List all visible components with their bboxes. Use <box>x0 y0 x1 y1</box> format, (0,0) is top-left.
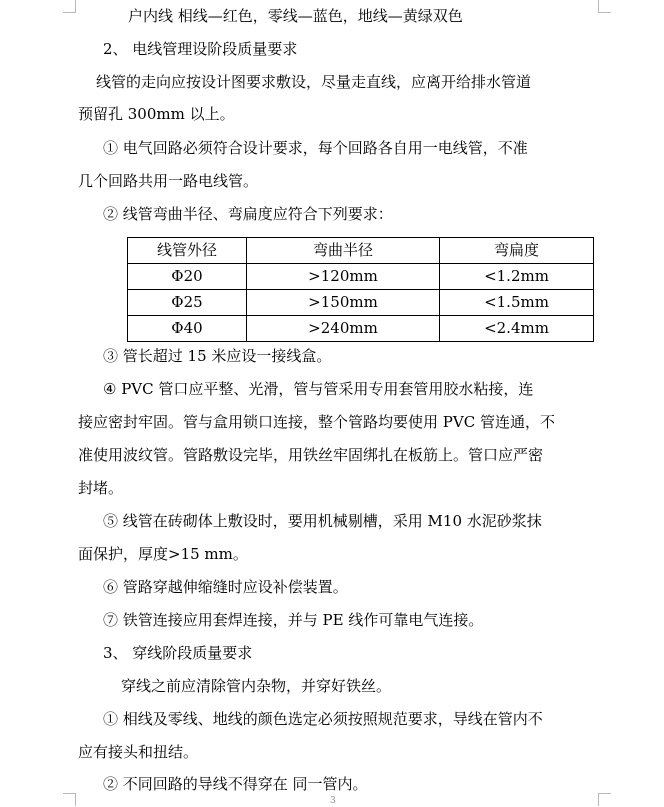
paragraph-line: 封堵。 <box>78 479 124 497</box>
table-cell: Φ25 <box>128 290 247 316</box>
table-cell: >150mm <box>247 290 440 316</box>
list-item-1: ① 电气回路必须符合设计要求，每个回路各自用一电线管，不准 <box>103 139 528 157</box>
table-cell: <1.2mm <box>440 264 594 290</box>
crop-mark-top-left <box>63 0 76 13</box>
list-item-6: ⑥ 管路穿越伸缩缝时应设补偿装置。 <box>103 578 348 596</box>
table-row <box>128 290 594 316</box>
table-cell: >240mm <box>247 316 440 342</box>
paragraph-line: 线管的走向应按设计图要求敷设，尽量走直线，应离开给排水管道 <box>96 73 532 91</box>
paragraph-line: 预留孔 300mm 以上。 <box>78 105 235 123</box>
table-header-cell: 弯曲半径 <box>247 238 440 264</box>
page-number: 3 <box>330 796 336 806</box>
table-cell: Φ40 <box>128 316 247 342</box>
paragraph-line: 穿线之前应清除管内杂物，并穿好铁丝。 <box>121 677 392 695</box>
list-item-1-b: ① 相线及零线、地线的颜色选定必须按照规范要求，导线在管内不 <box>103 710 543 728</box>
table-cell: >120mm <box>247 264 440 290</box>
table-cell: Φ20 <box>128 264 247 290</box>
table-header-cell: 线管外径 <box>128 238 247 264</box>
list-item-2: ② 线管弯曲半径、弯扁度应符合下列要求： <box>103 205 393 223</box>
paragraph-line: 准使用波纹管。管路敷设完毕，用铁丝牢固绑扎在板筋上。管口应严密 <box>78 446 544 464</box>
paragraph-line: 几个回路共用一路电线管。 <box>78 172 259 190</box>
section-heading-2: 2、 电线管理设阶段质量要求 <box>103 40 298 58</box>
list-item-2-b: ② 不同回路的导线不得穿在 同一管内。 <box>103 775 368 793</box>
crop-mark-bottom-right <box>598 793 611 806</box>
list-item-7: ⑦ 铁管连接应用套焊连接，并与 PE 线作可靠电气连接。 <box>103 611 484 629</box>
wire-color-line: 户内线 相线—红色，零线—蓝色，地线—黄绿双色 <box>128 7 463 25</box>
paragraph-line: 应有接头和扭结。 <box>78 743 199 761</box>
table-header-cell: 弯扁度 <box>440 238 594 264</box>
section-heading-3: 3、 穿线阶段质量要求 <box>103 644 253 662</box>
paragraph-line: 接应密封牢固。管与盒用锁口连接，整个管路均要使用 PVC 管连通，不 <box>78 413 555 431</box>
crop-mark-top-right <box>598 0 611 13</box>
paragraph-line: 面保护，厚度>15 mm。 <box>78 545 248 563</box>
table-row <box>128 316 594 342</box>
table-row <box>128 264 594 290</box>
list-item-4: ④ PVC 管口应平整、光滑，管与管采用专用套管用胶水粘接，连 <box>103 380 534 398</box>
table-cell: <2.4mm <box>440 316 594 342</box>
conduit-spec-table <box>127 237 594 342</box>
table-cell: <1.5mm <box>440 290 594 316</box>
list-item-5: ⑤ 线管在砖砌体上敷设时，要用机械剔槽，采用 M10 水泥砂浆抹 <box>103 512 542 530</box>
crop-mark-bottom-left <box>63 793 76 806</box>
table-header-row <box>128 238 594 264</box>
list-item-3: ③ 管长超过 15 米应设一接线盒。 <box>103 347 332 365</box>
